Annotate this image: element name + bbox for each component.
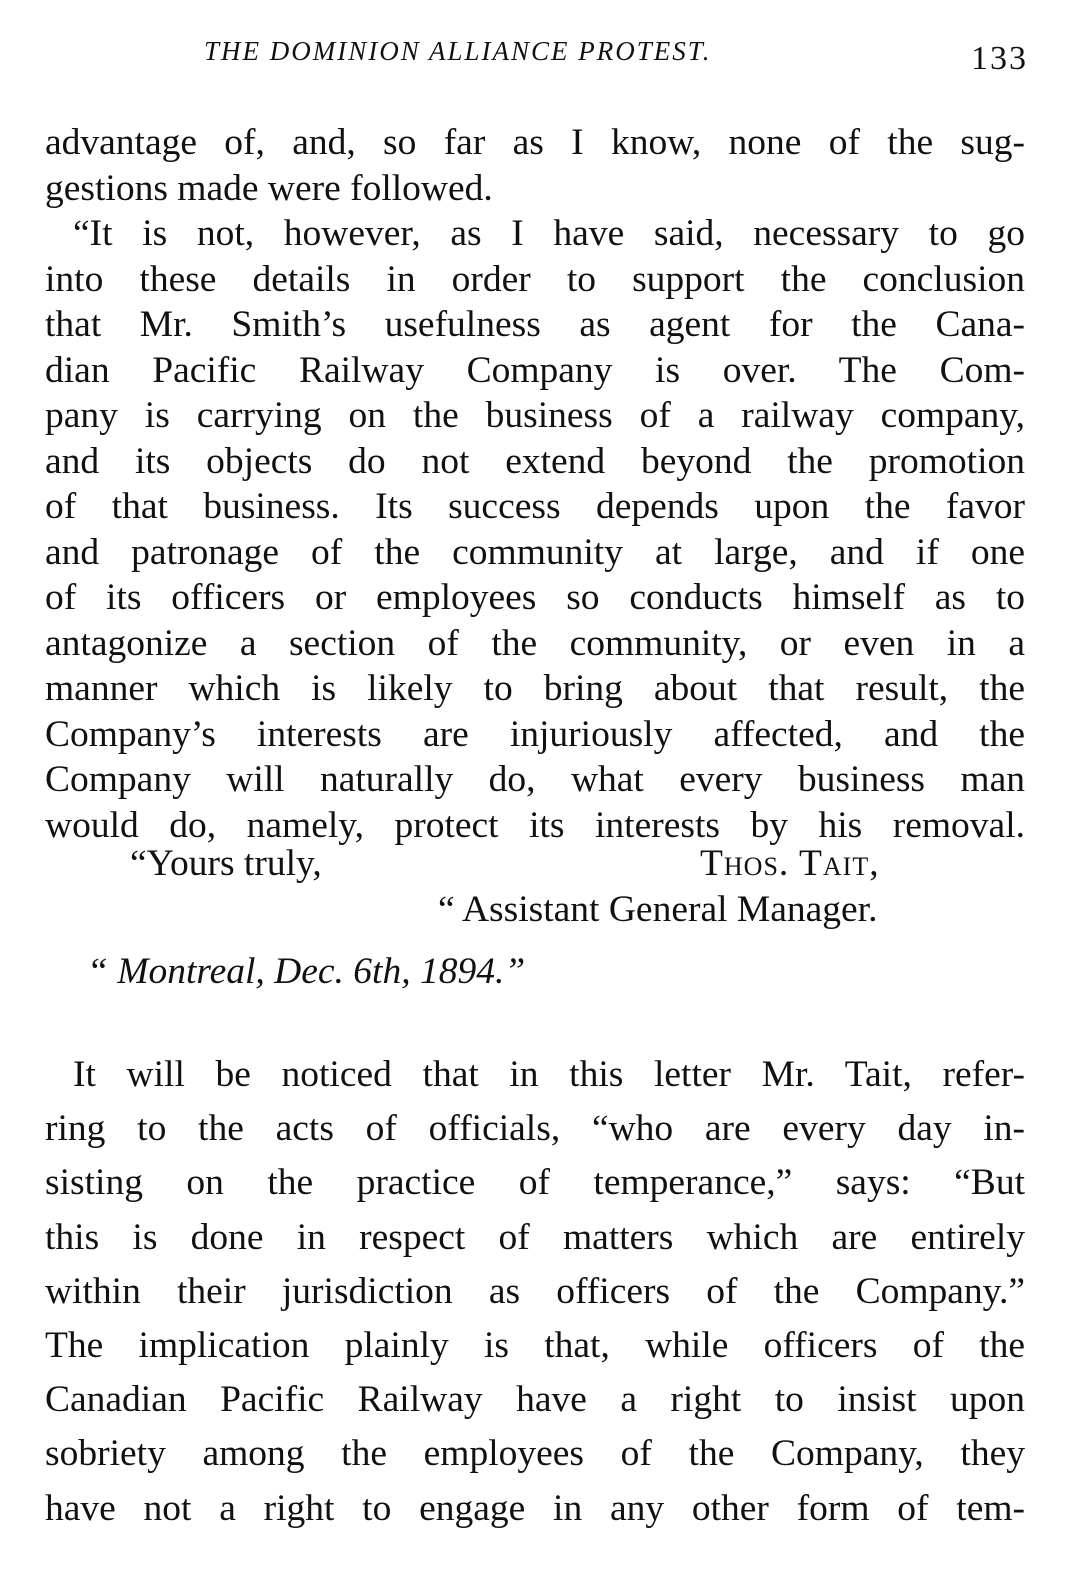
text-line: and its objects do not extend beyond the promotion	[45, 440, 1025, 482]
text-line: would do, namely, protect its interests by his removal.	[45, 804, 1025, 846]
text-line: of that business. Its success depends upon the favor	[45, 486, 1025, 527]
text-line: this is done in respect of matters which are entirely	[45, 1216, 1025, 1258]
text-line: Company’s interests are injuriously affected, and the	[45, 713, 1025, 755]
text-line: “It is not, however, as I have said, necessary to go	[73, 213, 1025, 254]
text-line: gestions made were followed.	[45, 167, 493, 209]
text-line: sisting on the practice of temperance,” says: “But	[45, 1162, 1025, 1204]
text-line: ring to the acts of officials, “who are every day in-	[45, 1108, 1025, 1150]
running-head	[44, 36, 1034, 76]
text-line: within their jurisdiction as officers of the Company.”	[45, 1270, 1025, 1312]
body-paragraph	[45, 1048, 1025, 1536]
text-line: pany is carrying on the business of a railway company,	[45, 395, 1025, 436]
text-line: It will be noticed that in this letter Mr. Tait, refer-	[73, 1054, 1025, 1095]
letter-body	[45, 120, 1025, 848]
letter-dateline: “ Montreal, Dec. 6th, 1894.”	[87, 951, 526, 992]
text-line: into these details in order to support the conclusion	[45, 258, 1025, 300]
text-line: Canadian Pacific Railway have a right to insist upon	[45, 1379, 1025, 1421]
text-line: of its officers or employees so conducts himself as to	[45, 577, 1025, 618]
text-line: and patronage of the community at large, and if one	[45, 531, 1025, 573]
text-line: Company will naturally do, what every business man	[45, 759, 1025, 800]
text-line: advantage of, and, so far as I know, none of the sug-	[45, 122, 1025, 163]
text-line: sobriety among the employees of the Company, they	[45, 1433, 1025, 1475]
letter-closing: “Yours truly,	[130, 843, 322, 884]
text-line: have not a right to engage in any other form of tem-	[45, 1487, 1025, 1529]
text-line: manner which is likely to bring about that result, the	[45, 668, 1025, 709]
signer-title: “ Assistant General Manager.	[438, 889, 878, 930]
text-line: The implication plainly is that, while officers of the	[45, 1324, 1025, 1366]
text-line: that Mr. Smith’s usefulness as agent for the Cana-	[45, 304, 1025, 345]
running-title: THE DOMINION ALLIANCE PROTEST.	[204, 36, 712, 66]
text-line: antagonize a section of the community, or even in a	[45, 622, 1025, 664]
signer-name: Thos. Tait,	[700, 843, 880, 884]
page-number: 133	[971, 40, 1028, 77]
text-line: dian Pacific Railway Company is over. The Com-	[45, 349, 1025, 391]
